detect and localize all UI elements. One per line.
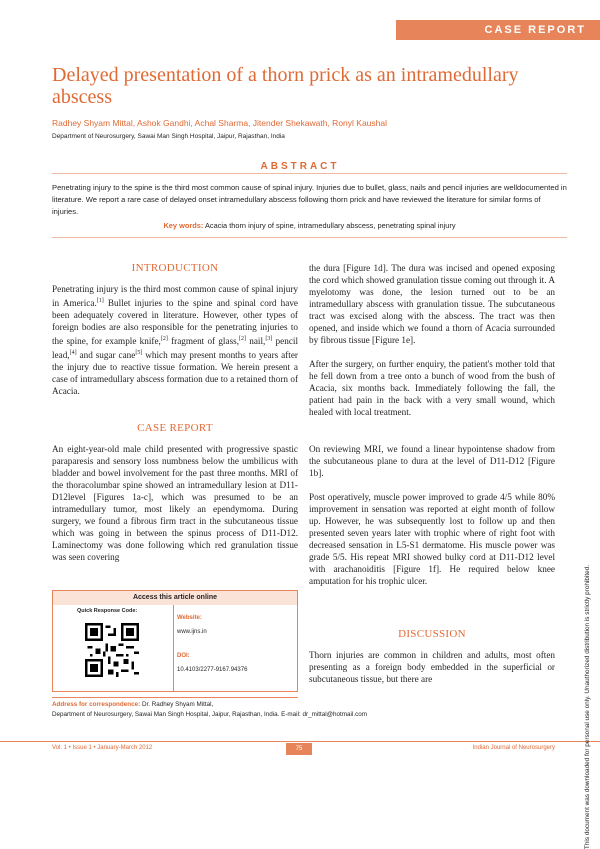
discussion-heading: DISCUSSION bbox=[398, 628, 466, 640]
affiliation: Department of Neurosurgery, Sawai Man Singh Hospital, Jaipur, Rajasthan, India bbox=[52, 133, 285, 140]
footer-journal: Indian Journal of Neurosurgery bbox=[472, 745, 555, 751]
authors: Radhey Shyam Mittal, Ashok Gandhi, Achal Sharma, Jitender Shekawath, Ronyl Kaushal bbox=[52, 118, 387, 128]
divider bbox=[52, 237, 567, 238]
keywords-label: Key words: bbox=[163, 221, 204, 230]
right-paragraph-2: After the surgery, on further enquiry, the patient's mother told that he fell down from a tree onto a bunch of wood from the bush of Acacia, six months back. Immediately following the fall, the patient had pain in the back with a very small wound, which healed with local treatment. bbox=[309, 359, 555, 417]
qr-cell bbox=[53, 605, 174, 691]
qr-label: Quick Response Code: bbox=[77, 608, 138, 614]
abstract-text: Penetrating injury to the spine is the third most common cause of spinal injury. Injuries due to bullet, glass, nails and pencil injuries are welldocumented in literature. We report a rare case of delayed onset intramedullary abscess following thorn prick and have reviewed the literature for similar forms of injuries. bbox=[52, 183, 567, 216]
footer-divider bbox=[0, 741, 600, 742]
case-report-heading: CASE REPORT bbox=[137, 422, 213, 434]
qr-code-icon[interactable] bbox=[85, 623, 139, 677]
right-paragraph-1: the dura [Figure 1d]. The dura was incised and opened exposing the cord which showed granulation tissue coming out through it. A myelotomy was done, the lesion turned out to be an intramedullary abscess with granulation tissue. The subcutaneous tract was excised along with the abscess. The tract was then opened, and inside which we found a thorn of Acacia surrounded by fibrous tissue [Figure 1e]. bbox=[309, 263, 555, 345]
divider bbox=[52, 173, 567, 174]
access-box bbox=[52, 590, 298, 692]
right-paragraph-3: On reviewing MRI, we found a linear hypointense shadow from the subcutaneous plane to dura at the level of D11-D12 [Figure 1b]. bbox=[309, 444, 555, 478]
correspondence bbox=[52, 700, 572, 720]
download-notice bbox=[584, 204, 594, 849]
page-number: 75 bbox=[286, 743, 312, 755]
abstract-heading: ABSTRACT bbox=[260, 161, 340, 172]
footer-issue: Vol. 1 • Issue 1 • January-March 2012 bbox=[52, 745, 153, 751]
intro-heading: INTRODUCTION bbox=[131, 262, 219, 274]
discussion-text: Thorn injuries are common in children and adults, most often presenting as a foreign body embedded in the superficial or subcutaneous tissue, but there are bbox=[309, 650, 555, 684]
download-notice-text: This document was downloaded for personal use only. Unauthorized distribution is strictly prohibited. bbox=[584, 565, 591, 849]
section-banner: CASE REPORT bbox=[396, 20, 600, 40]
right-paragraph-4: Post operatively, muscle power improved to grade 4/5 while 80% improvement in sensation was reported at eight month of follow up. However, he was subsequently lost to follow up and then presented seven years later with trophic where of right foot with decreased sensation in L5-S1 dermatome. His muscle power was grade 5/5. His repeat MRI showed bulky cord at D11-D12 level with arachanoiditis [Figure 1f]. He required below knee amputation for his trophic ulcer. bbox=[309, 492, 555, 586]
case-report-text: An eight-year-old male child presented with progressive spastic paraparesis and sensory loss numbness below the umbilicus with bladder and bowel involvement for the past three months. MRI of the thoracolumbar spine showed an intramedullary lesion at D11-D12level [Figures 1a-c], which was presumed to be an intramedullary tumor, most likely an ependymoma. During surgery, we found a fibrous firm tract in the subcutaneous tissue which was going in between the spinus process of D11-D12. Laminectomy was done following which red granulation tissue was seen covering bbox=[52, 444, 298, 562]
correspondence-name: Dr. Radhey Shyam Mittal, bbox=[141, 701, 214, 708]
doi-link[interactable]: 10.4103/2277-9167.94376 bbox=[177, 667, 248, 673]
divider bbox=[52, 697, 298, 698]
doi-label: DOI: bbox=[177, 653, 190, 659]
correspondence-label: Address for correspondence: bbox=[52, 701, 141, 708]
keywords bbox=[52, 221, 567, 230]
intro-text: Penetrating injury is the third most common cause of spinal injury in America.[1] Bullet injuries to the spine and spinal cord have been adequately covered in literature. However, other types of foreign bodies are also responsible for the penetrating injuries to the spine, for example knife,[2] fragment of glass,[2] nail,[3] pencil lead,[4] and sugar cane[5] which may present months to years after the injury due to reactive tissue formation. We herein present a case of intramedullary abscess formation due to a retained thorn of Acacia. bbox=[52, 284, 299, 397]
keywords-text: Acacia thorn injury of spine, intramedullary abscess, penetrating spinal injury bbox=[204, 221, 456, 230]
correspondence-address: Department of Neurosurgery, Sawai Man Singh Hospital, Jaipur, Rajasthan, India. E-mail: dr_mittal@hotmail.com bbox=[52, 711, 367, 718]
website-label: Website: bbox=[177, 615, 202, 621]
article-title: Delayed presentation of a thorn prick as an intramedullary abscess bbox=[52, 64, 519, 108]
website-link[interactable]: www.ijns.in bbox=[177, 629, 207, 635]
access-heading: Access this article online bbox=[53, 591, 297, 605]
